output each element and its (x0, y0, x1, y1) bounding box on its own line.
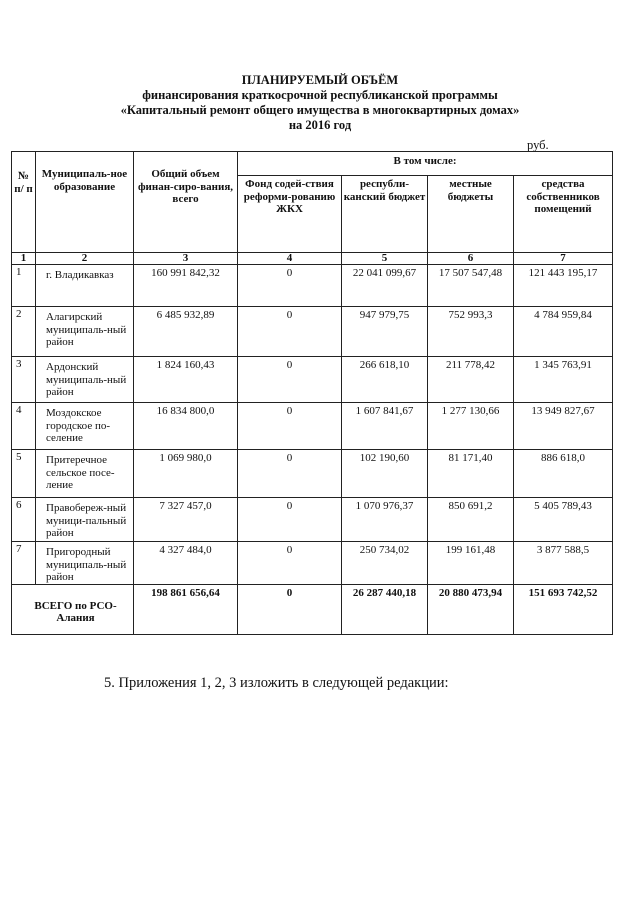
local-budget: 17 507 547,48 (428, 265, 514, 307)
fund-amount: 0 (238, 265, 342, 307)
column-index: 1 (12, 253, 36, 265)
table-row (12, 403, 613, 450)
municipality-name: Пригородный муниципаль-ный район (36, 542, 134, 585)
republic-budget: 250 734,02 (342, 542, 428, 585)
column-index: 5 (342, 253, 428, 265)
total-funding: 7 327 457,0 (134, 498, 238, 542)
header-fund: Фонд содей-ствия реформи-рованию ЖКХ (238, 176, 342, 253)
column-index-row (12, 253, 613, 265)
municipality-name: Притеречное сельское посе-ление (36, 450, 134, 498)
table-row (12, 265, 613, 307)
table-row (12, 357, 613, 403)
currency-unit: руб. (527, 138, 549, 152)
fund-amount: 0 (238, 542, 342, 585)
row-number: 4 (12, 403, 36, 450)
total-funding: 1 069 980,0 (134, 450, 238, 498)
row-number: 3 (12, 357, 36, 403)
column-index: 7 (514, 253, 613, 265)
local-budget: 1 277 130,66 (428, 403, 514, 450)
owners-funds: 886 618,0 (514, 450, 613, 498)
municipality-name: Ардонский муниципаль-ный район (36, 357, 134, 403)
heading-year: на 2016 год (288, 118, 352, 132)
local-budget: 850 691,2 (428, 498, 514, 542)
total-funding: 16 834 800,0 (134, 403, 238, 450)
table-row (12, 498, 613, 542)
row-number: 6 (12, 498, 36, 542)
table-row (12, 450, 613, 498)
fund-amount: 0 (238, 450, 342, 498)
total-republic: 26 287 440,18 (342, 584, 428, 634)
header-republic-budget: республи-канский бюджет (342, 176, 428, 253)
municipality-name: г. Владикавказ (36, 265, 134, 307)
total-funding: 4 327 484,0 (134, 542, 238, 585)
row-number: 2 (12, 307, 36, 357)
republic-budget: 22 041 099,67 (342, 265, 428, 307)
total-row (12, 584, 613, 634)
municipality-name: Моздокское городское по-селение (36, 403, 134, 450)
total-local: 20 880 473,94 (428, 584, 514, 634)
owners-funds: 13 949 827,67 (514, 403, 613, 450)
heading-program-name: «Капитальный ремонт общего имущества в многоквартирных домах» (120, 103, 520, 117)
row-number: 7 (12, 542, 36, 585)
header-including: В том числе: (238, 152, 613, 176)
local-budget: 752 993,3 (428, 307, 514, 357)
fund-amount: 0 (238, 307, 342, 357)
total-funding: 6 485 932,89 (134, 307, 238, 357)
owners-funds: 121 443 195,17 (514, 265, 613, 307)
local-budget: 199 161,48 (428, 542, 514, 585)
column-index: 2 (36, 253, 134, 265)
header-total: Общий объем финан-сиро-вания, всего (134, 152, 238, 253)
total-funding: 160 991 842,32 (134, 265, 238, 307)
owners-funds: 1 345 763,91 (514, 357, 613, 403)
row-number: 1 (12, 265, 36, 307)
owners-funds: 5 405 789,43 (514, 498, 613, 542)
header-num: № п/ п (12, 152, 36, 253)
footer-note: 5. Приложения 1, 2, 3 изложить в следующей редакции: (104, 675, 449, 691)
total-total: 198 861 656,64 (134, 584, 238, 634)
fund-amount: 0 (238, 403, 342, 450)
heading-subtitle: финансирования краткосрочной республиканской программы (142, 88, 498, 102)
owners-funds: 4 784 959,84 (514, 307, 613, 357)
republic-budget: 102 190,60 (342, 450, 428, 498)
total-funding: 1 824 160,43 (134, 357, 238, 403)
republic-budget: 1 607 841,67 (342, 403, 428, 450)
fund-amount: 0 (238, 498, 342, 542)
local-budget: 81 171,40 (428, 450, 514, 498)
total-label: ВСЕГО по РСО-Алания (12, 584, 134, 634)
republic-budget: 947 979,75 (342, 307, 428, 357)
header-owners-funds: средства собственников помещений (514, 176, 613, 253)
column-index: 4 (238, 253, 342, 265)
total-owners: 151 693 742,52 (514, 584, 613, 634)
column-index: 6 (428, 253, 514, 265)
local-budget: 211 778,42 (428, 357, 514, 403)
funding-table (11, 151, 613, 635)
municipality-name: Алагирский муниципаль-ный район (36, 307, 134, 357)
total-fund: 0 (238, 584, 342, 634)
column-index: 3 (134, 253, 238, 265)
row-number: 5 (12, 450, 36, 498)
document-heading (60, 73, 580, 133)
header-local-budgets: местные бюджеты (428, 176, 514, 253)
table-row (12, 307, 613, 357)
republic-budget: 1 070 976,37 (342, 498, 428, 542)
owners-funds: 3 877 588,5 (514, 542, 613, 585)
republic-budget: 266 618,10 (342, 357, 428, 403)
header-municipality: Муниципаль-ное образование (36, 152, 134, 253)
heading-title: ПЛАНИРУЕМЫЙ ОБЪЁМ (241, 73, 399, 87)
table-row (12, 542, 613, 585)
municipality-name: Правобереж-ный муници-пальный район (36, 498, 134, 542)
fund-amount: 0 (238, 357, 342, 403)
